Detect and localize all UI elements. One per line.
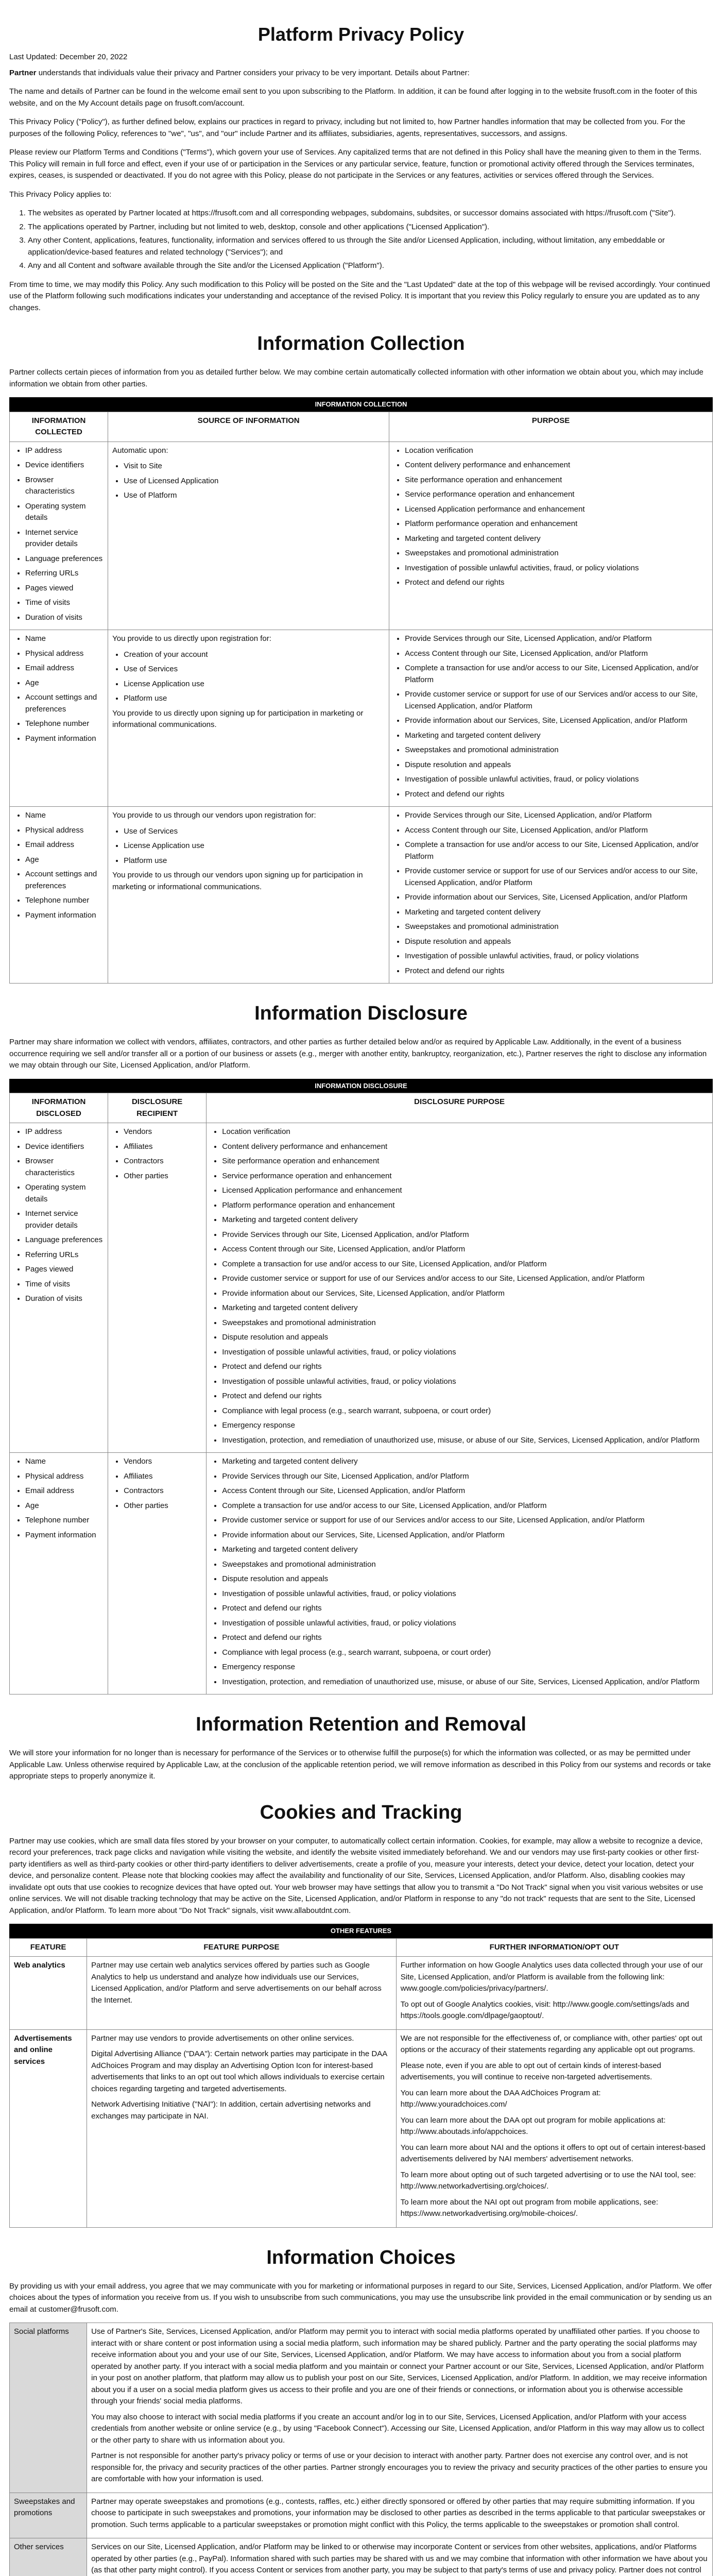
disclosed-info-item: • Age [25, 1500, 104, 1512]
choice-text: Partner is not responsible for another party's privacy policy or terms of use or your decision to interact with another party. Partner does not exercise any control over, and is not responsible for, the privacy and security practices of the other parties. Partner strongly encourages you to review the privacy and security practices of the other parties to ensure you are comfortable with how your information is used. [91, 2451, 708, 2483]
purpose-item: • Dispute resolution and appeals [405, 759, 708, 771]
collected-info-item: • Name [25, 810, 104, 822]
collected-info-item: • Age [25, 854, 104, 866]
feature-info-text: Please note, even if you are able to opt out of certain kinds of interest-based advertisements, you will continue to receive non-targeted advertisements. [400, 2061, 661, 2081]
recipient-item: • Contractors [124, 1156, 202, 1167]
disclosure-purpose-item: • Provide customer service or support for use of our Services and/or access to our Site, Licensed Application, and/or Platform [222, 1515, 708, 1527]
disclosed-info-item-list [14, 1126, 104, 1305]
disclosure-purpose-item: • Protect and defend our rights [222, 1603, 708, 1615]
table-row [10, 442, 713, 630]
purpose-item: • Marketing and targeted content delivery [405, 907, 708, 919]
purpose-item: • Provide Services through our Site, Licensed Application, and/or Platform [405, 633, 708, 645]
collected-info-item: • Time of visits [25, 597, 104, 609]
feature-info-text: You can learn more about the DAA opt out program for mobile applications at: http://www.aboutads.info/appchoices. [400, 2115, 666, 2136]
source-item: • Use of Platform [124, 490, 385, 502]
disclosure-purpose-item: • Provide Services through our Site, Licensed Application, and/or Platform [222, 1229, 708, 1241]
source-cell [108, 630, 389, 807]
feature-name: Advertisements and online services [14, 2033, 72, 2066]
collected-info-item-list [14, 445, 104, 624]
purpose-item: • Protect and defend our rights [405, 965, 708, 977]
collection-heading: Information Collection [257, 333, 465, 354]
source-tail: You provide to us directly upon signing up for participation in marketing or informational communications. [112, 708, 364, 729]
collected-info-item: • Language preferences [25, 553, 104, 565]
disclosure-purpose-item: • Emergency response [222, 1420, 708, 1432]
table-row [10, 1957, 713, 2030]
feature-purpose-text: Partner may use vendors to provide advertisements on other online services. [91, 2033, 354, 2043]
source-lead: You provide to us directly upon registration for: [112, 634, 271, 643]
choice-label-cell [10, 2323, 87, 2493]
collected-info-item: • Device identifiers [25, 460, 104, 471]
purpose-item: • Location verification [405, 445, 708, 457]
disclosure-purpose-item: • Investigation of possible unlawful activities, fraud, or policy violations [222, 1588, 708, 1600]
purpose-item: • Site performance operation and enhancement [405, 474, 708, 486]
disclosure-purpose-item: • Sweepstakes and promotional administration [222, 1559, 708, 1571]
source-cell [108, 807, 389, 984]
cookies-text: Partner may use cookies, which are small data files stored by your browser on your computer, to automatically collect certain information. Cookies, for example, may allow a website to recognize a device, record your preferences, track page clicks and navigation while visiting the website, and identify the website visited immediately beforehand. We and our vendors may use first-party cookies or other first-party identifiers as well as third-party cookies or other third-party identifiers to deliver advertisements, create a profile of you, measure your interests, detect your device, detect your location, detect your device, and personalize content. Please note that blocking cookies may affect the availability and functionality of our Site, Services, Licensed Application, and/or Platform. Also, disabling cookies may invalidate opt outs that use cookies to recognize devices that have opted out. Your web browser may have settings that allow you to transmit a "Do Not Track" signal when you visit various websites or use online services. We will not disable tracking technology that may be active on the Site, Licensed Application, and/or Platform in response to any "do not track" requests that are sent to the Site, Licensed Application, and/or Platform. To learn more about "Do Not Track" signals, visit www.allaboutdnt.com. [9, 1836, 703, 1915]
purpose-item: • Access Content through our Site, Licensed Application, and/or Platform [405, 825, 708, 837]
feature-purpose-cell [87, 1957, 397, 2030]
choice-label: Social platforms [14, 2327, 69, 2336]
features-header-feature: FEATURE [10, 1938, 87, 1957]
purpose-item: • Provide Services through our Site, Licensed Application, and/or Platform [405, 810, 708, 822]
applies-to-item: 1. The websites as operated by Partner located at https://frusoft.com and all corresponding webpages, subdomains, subdsites, or successor domains associated with https://frusoft.com ("Site"). [28, 208, 713, 219]
disclosure-purpose-item: • Investigation, protection, and remediation of unauthorized use, misuse, or abuse of our Site, Services, Licensed Application, and/or Platform [222, 1435, 708, 1447]
last-updated: Last Updated: December 20, 2022 [9, 53, 128, 61]
collection-table [9, 397, 713, 984]
disclosure-purpose-cell [207, 1453, 713, 1694]
features-table-caption: OTHER FEATURES [9, 1924, 713, 1938]
choices-table [9, 2323, 713, 2576]
disclosed-info-item: • Operating system details [25, 1182, 104, 1205]
disclosed-info-item: • IP address [25, 1126, 104, 1138]
recipient-item: • Affiliates [124, 1471, 202, 1483]
collection-header-purpose: PURPOSE [389, 412, 713, 442]
feature-info-cell [396, 1957, 712, 2030]
purpose-cell [389, 442, 713, 630]
intro-paragraph-4: Please review our Platform Terms and Conditions ("Terms"), which govern your use of Services. Any capitalized terms that are not defined in this Policy shall have the meaning given to them in the Terms. This Policy will remain in full force and effect, even if your use of or participation in the Services or any particular service, feature, function or promotional activity offered through the Services terminates, expires, ceases, is suspended or deactivated. If you do not agree with this Policy, please do not participate in the Services or any features, activities or services offered through the Services. [9, 148, 702, 180]
purpose-cell [389, 630, 713, 807]
disclosure-purpose-item: • Complete a transaction for use and/or access to our Site, Licensed Application, and/or Platform [222, 1259, 708, 1270]
collected-info-item: • Payment information [25, 733, 104, 745]
disclosed-info-item: • Name [25, 1456, 104, 1468]
feature-info-text: Further information on how Google Analytics uses data collected through your use of our Site, Licensed Application, and/or Platform is available from the following link: www.google.com/policies/privacy/partners/. [400, 1961, 703, 1993]
source-item-list [112, 826, 385, 867]
disclosure-purpose-item: • Protect and defend our rights [222, 1632, 708, 1644]
disclosure-purpose-item: • Investigation of possible unlawful activities, fraud, or policy violations [222, 1376, 708, 1388]
source-tail: You provide to us through our vendors upon signing up for participation in marketing or informational communications. [112, 871, 363, 891]
applies-to-item: 2. The applications operated by Partner, including but not limited to web, desktop, console and other applications ("Licensed Application"). [28, 222, 713, 233]
feature-info-text: To learn more about the NAI opt out program from mobile applications, see: https://www.networkadvertising.org/mobile-choices/. [400, 2197, 658, 2218]
collected-info-item: • Age [25, 677, 104, 689]
disclosed-info-item: • Referring URLs [25, 1249, 104, 1261]
table-row [10, 2538, 713, 2576]
disclosed-info-item: • Telephone number [25, 1515, 104, 1527]
feature-cell [10, 1957, 87, 2030]
purpose-item: • Service performance operation and enhancement [405, 489, 708, 501]
purpose-item-list [393, 810, 708, 977]
intro-paragraph-6: From time to time, we may modify this Policy. Any such modification to this Policy will be posted on the Site and the "Last Updated" date at the top of this webpage will be revised accordingly. Your continued use of the Platform following such modifications indicates your understanding and acceptance of the revised Policy. It is important that you review this Policy regularly to ensure you are updated as to any changes. [9, 280, 710, 312]
source-item-list [112, 461, 385, 502]
collected-info-item: • Pages viewed [25, 583, 104, 595]
feature-name: Web analytics [14, 1961, 65, 1970]
disclosure-purpose-item: • Dispute resolution and appeals [222, 1332, 708, 1344]
disclosed-info-cell [10, 1123, 108, 1453]
purpose-item: • Sweepstakes and promotional administration [405, 548, 708, 560]
feature-purpose-text: Network Advertising Initiative ("NAI"): In addition, certain advertising networks and exchanges may participate in NAI. [91, 2100, 371, 2121]
disclosure-heading: Information Disclosure [254, 1003, 468, 1024]
disclosed-info-cell [10, 1453, 108, 1694]
applies-to-item: 4. Any and all Content and software available through the Site and/or the Licensed Application ("Platform"). [28, 260, 713, 272]
features-header-purpose: FEATURE PURPOSE [87, 1938, 397, 1957]
applies-to-item: 3. Any other Content, applications, features, functionality, information and services offered to us through the Site and/or Licensed Application, including, without limitation, any embeddable or application/device-based features and related technology ("Services"); and [28, 235, 713, 258]
choice-text: You may also choose to interact with social media platforms if you create an account and/or log in to our Site, Services, Licensed Application, and/or Platform with your access credentials from another website or online service (e.g., by using "Facebook Connect"). Accessing our Site, Licensed Application, and/or Platform in this way may allow us to collect or the other party to share with us information about you. [91, 2412, 704, 2445]
recipient-cell [108, 1453, 207, 1694]
choice-label-cell [10, 2493, 87, 2538]
purpose-item: • Access Content through our Site, Licensed Application, and/or Platform [405, 648, 708, 660]
applies-to-list [9, 208, 713, 272]
features-table-body [10, 1957, 713, 2228]
disclosure-intro: Partner may share information we collect with vendors, affiliates, contractors, and other parties as further detailed below and/or as required by Applicable Law. Additionally, in the event of a business occurrence requiring we sell and/or transfer all or a portion of our business or assets (e.g., merger with another entity, bankruptcy, reorganization, etc.), Partner reserves the right to disclose any information we may obtain through our Site, Licensed Application, and/or Platform. [9, 1038, 707, 1070]
choice-label: Other services [14, 2543, 64, 2551]
collected-info-item: • Telephone number [25, 895, 104, 907]
purpose-item-list [393, 633, 708, 800]
purpose-item: • Protect and defend our rights [405, 577, 708, 589]
disclosure-purpose-item: • Marketing and targeted content delivery [222, 1302, 708, 1314]
feature-purpose-text: Partner may use certain web analytics services offered by parties such as Google Analytics to help us understand and analyze how individuals use our Services, Licensed Application, and/or Platform and serve advertisements on our behalf across the Internet. [91, 1961, 382, 2005]
collected-info-item: • Physical address [25, 648, 104, 660]
disclosure-purpose-item: • Marketing and targeted content delivery [222, 1456, 708, 1468]
choices-heading: Information Choices [266, 2246, 456, 2268]
disclosure-header-recipient: DISCLOSURE RECIPIENT [108, 1093, 207, 1123]
feature-cell [10, 2029, 87, 2227]
source-lead: You provide to us through our vendors upon registration for: [112, 811, 316, 820]
choice-text: Services on our Site, Licensed Application, and/or Platform may be linked to or otherwise may incorporate Content or services from other websites, applications, and/or Platforms operated by other parties (e.g., PayPal). Information shared with such parties may be shared with us and we may combine that information with other information we have about you (as that other party might control). If you access Content or services from another party, you may be subject to that party's terms of use and privacy policy. Partner does not control [91, 2543, 708, 2574]
collected-info-item-list [14, 633, 104, 744]
source-item: • Use of Licensed Application [124, 476, 385, 487]
collected-info-cell [10, 442, 108, 630]
collected-info-item: • Account settings and preferences [25, 869, 104, 892]
source-item: • License Application use [124, 840, 385, 852]
source-lead: Automatic upon: [112, 446, 168, 455]
purpose-item: • Sweepstakes and promotional administration [405, 921, 708, 933]
disclosure-purpose-item: • Emergency response [222, 1662, 708, 1673]
purpose-item: • Complete a transaction for use and/or access to our Site, Licensed Application, and/or Platform [405, 839, 708, 862]
source-item: • Creation of your account [124, 649, 385, 661]
purpose-item: • Complete a transaction for use and/or access to our Site, Licensed Application, and/or Platform [405, 663, 708, 686]
disclosed-info-item: • Language preferences [25, 1234, 104, 1246]
page-title: Platform Privacy Policy [257, 24, 465, 45]
purpose-item: • Platform performance operation and enhancement [405, 518, 708, 530]
retention-heading: Information Retention and Removal [196, 1714, 526, 1735]
feature-info-text: We are not responsible for the effectiveness of, or compliance with, other parties' opt out options or the accuracy of their statements regarding any applicable opt out programs. [400, 2033, 702, 2054]
disclosure-purpose-item: • Access Content through our Site, Licensed Application, and/or Platform [222, 1244, 708, 1256]
purpose-item: • Provide information about our Services, Site, Licensed Application, and/or Platform [405, 715, 708, 727]
disclosure-header-purpose: DISCLOSURE PURPOSE [207, 1093, 713, 1123]
purpose-item: • Dispute resolution and appeals [405, 936, 708, 948]
recipient-item: • Vendors [124, 1126, 202, 1138]
table-row [10, 630, 713, 807]
feature-info-text: You can learn more about NAI and the options it offers to opt out of certain interest-based advertisements delivered by NAI members' advertisement networks. [400, 2143, 706, 2163]
collected-info-item: • Browser characteristics [25, 474, 104, 498]
collected-info-cell [10, 630, 108, 807]
recipient-item-list [112, 1456, 202, 1512]
source-item: • Platform use [124, 693, 385, 705]
purpose-item: • Provide customer service or support for use of our Services and/or access to our Site, Licensed Application, and/or Platform [405, 689, 708, 712]
disclosure-purpose-item: • Licensed Application performance and enhancement [222, 1185, 708, 1197]
collection-header-source: SOURCE OF INFORMATION [108, 412, 389, 442]
disclosure-purpose-item: • Site performance operation and enhancement [222, 1156, 708, 1167]
choices-intro: By providing us with your email address, you agree that we may communicate with you for marketing or informational purposes in regard to our Site, Services, Licensed Application, and/or Platform. We offer choices about the types of information you receive from us. If you wish to unsubscribe from such communications, you may use the unsubscribe link provided in the email communication or by sending us an email at customer@frusoft.com. [9, 2281, 712, 2314]
disclosed-info-item: • Internet service provider details [25, 1208, 104, 1231]
source-item: • Platform use [124, 855, 385, 867]
choice-text: Use of Partner's Site, Services, Licensed Application, and/or Platform may permit you to interact with social media platforms operated by unaffiliated other parties. If you choose to interact with or share content or post information using a social media platform, such information may be shared publicly. Partner and the party operating the social platforms may receive information about you and your use of our Site, Services, Licensed Application, and/or Platform. We may have access to information about you from a social platform operated by another party. If you interact with a social media platform and you maintain or connect your Partner account or our Site, Services, Licensed Application, and/or Platform in your post on another platform, that platform may allow us to publish your post on our Site, Services, Licensed Application, and/or Platform. In addition, we may receive information about you if a user on a social media platform gives us access to their profile and you are one of their friends or connections, or information about you is otherwise accessible through your friends' social media platforms. [91, 2327, 707, 2405]
choice-text: Partner may operate sweepstakes and promotions (e.g., contests, raffles, etc.) either directly sponsored or offered by other parties that may require submitting information. If you choose to participate in such sweepstakes and promotions, your information may be disclosed to other parties as described in the terms applicable to that particular sweepstakes or promotion. Such terms applicable to a particular sweepstakes or promotion might conflict with this Policy, the terms applicable to the sweepstakes or promotion shall control. [91, 2497, 706, 2529]
disclosure-purpose-item: • Provide information about our Services, Site, Licensed Application, and/or Platform [222, 1288, 708, 1300]
source-item: • Use of Services [124, 826, 385, 838]
feature-purpose-cell [87, 2029, 397, 2227]
collected-info-item-list [14, 810, 104, 921]
recipient-item: • Other parties [124, 1500, 202, 1512]
collection-intro: Partner collects certain pieces of information from you as detailed further below. We may combine certain automatically collected information with other information we obtain about you, which may include information we obtain from other parties. [9, 368, 703, 388]
disclosed-info-item: • Payment information [25, 1530, 104, 1541]
recipient-item-list [112, 1126, 202, 1182]
disclosure-purpose-cell [207, 1123, 713, 1453]
choice-text-cell [87, 2323, 713, 2493]
disclosure-purpose-item: • Provide Services through our Site, Licensed Application, and/or Platform [222, 1471, 708, 1483]
disclosure-purpose-item-list [211, 1126, 708, 1446]
collection-header-info: INFORMATION COLLECTED [10, 412, 108, 442]
intro-paragraph-5: This Privacy Policy applies to: [9, 190, 112, 199]
source-item-list [112, 649, 385, 705]
source-cell [108, 442, 389, 630]
purpose-item-list [393, 445, 708, 589]
features-header-info: FURTHER INFORMATION/OPT OUT [396, 1938, 712, 1957]
disclosed-info-item: • Pages viewed [25, 1264, 104, 1276]
table-row [10, 1123, 713, 1453]
disclosure-table [9, 1079, 713, 1695]
disclosed-info-item: • Device identifiers [25, 1141, 104, 1153]
collected-info-item: • Operating system details [25, 501, 104, 524]
collected-info-item: • Name [25, 633, 104, 645]
disclosure-header-info: INFORMATION DISCLOSED [10, 1093, 108, 1123]
disclosure-table-body [10, 1123, 713, 1694]
table-row [10, 1453, 713, 1694]
purpose-item: • Licensed Application performance and enhancement [405, 504, 708, 516]
feature-purpose-text: Digital Advertising Alliance ("DAA"): Certain network parties may participate in the DAA AdChoices Program and may display an Advertising Option Icon for interest-based advertisements that links to an opt out tool which allows individuals to exercise certain choices regarding targeting and targeted advertisements. [91, 2049, 387, 2093]
disclosure-purpose-item: • Service performance operation and enhancement [222, 1171, 708, 1182]
collected-info-item: • Referring URLs [25, 568, 104, 580]
collected-info-item: • Account settings and preferences [25, 692, 104, 715]
partner-label: Partner [9, 68, 37, 77]
disclosure-purpose-item: • Provide information about our Services, Site, Licensed Application, and/or Platform [222, 1530, 708, 1541]
disclosure-purpose-item: • Protect and defend our rights [222, 1391, 708, 1402]
collected-info-item: • Email address [25, 839, 104, 851]
disclosure-purpose-item: • Investigation of possible unlawful activities, fraud, or policy violations [222, 1618, 708, 1630]
source-item: • License Application use [124, 679, 385, 690]
cookies-heading: Cookies and Tracking [260, 1801, 462, 1823]
disclosure-purpose-item: • Complete a transaction for use and/or access to our Site, Licensed Application, and/or Platform [222, 1500, 708, 1512]
disclosure-purpose-item: • Provide customer service or support for use of our Services and/or access to our Site, Licensed Application, and/or Platform [222, 1273, 708, 1285]
disclosed-info-item: • Physical address [25, 1471, 104, 1483]
purpose-cell [389, 807, 713, 984]
disclosure-purpose-item: • Protect and defend our rights [222, 1361, 708, 1373]
collected-info-cell [10, 807, 108, 984]
collection-table-caption: INFORMATION COLLECTION [9, 397, 713, 412]
disclosure-purpose-item: • Access Content through our Site, Licensed Application, and/or Platform [222, 1485, 708, 1497]
recipient-item: • Other parties [124, 1171, 202, 1182]
disclosure-purpose-item: • Location verification [222, 1126, 708, 1138]
intro-paragraph-1 [9, 67, 713, 79]
disclosed-info-item: • Email address [25, 1485, 104, 1497]
recipient-item: • Contractors [124, 1485, 202, 1497]
purpose-item: • Investigation of possible unlawful activities, fraud, or policy violations [405, 774, 708, 786]
purpose-item: • Marketing and targeted content delivery [405, 533, 708, 545]
recipient-item: • Affiliates [124, 1141, 202, 1153]
table-row [10, 807, 713, 984]
collected-info-item: • Duration of visits [25, 612, 104, 624]
purpose-item: • Provide customer service or support for use of our Services and/or access to our Site, Licensed Application, and/or Platform [405, 866, 708, 889]
purpose-item: • Sweepstakes and promotional administration [405, 744, 708, 756]
table-row [10, 2323, 713, 2493]
privacy-policy-page [0, 21, 722, 2576]
purpose-item: • Content delivery performance and enhancement [405, 460, 708, 471]
choice-label: Sweepstakes and promotions [14, 2497, 75, 2517]
purpose-item: • Protect and defend our rights [405, 789, 708, 801]
collected-info-item: • Payment information [25, 910, 104, 922]
disclosure-purpose-item: • Compliance with legal process (e.g., search warrant, subpoena, or court order) [222, 1405, 708, 1417]
table-row [10, 2493, 713, 2538]
feature-info-text: To opt out of Google Analytics cookies, visit: http://www.google.com/settings/ads and https://tools.google.com/dlpage/gaoptout/. [400, 1999, 690, 2020]
disclosed-info-item-list [14, 1456, 104, 1541]
choice-label-cell [10, 2538, 87, 2576]
disclosure-purpose-item: • Investigation of possible unlawful activities, fraud, or policy violations [222, 1347, 708, 1359]
disclosure-purpose-item: • Dispute resolution and appeals [222, 1573, 708, 1585]
feature-info-cell [396, 2029, 712, 2227]
disclosure-purpose-item: • Content delivery performance and enhancement [222, 1141, 708, 1153]
table-row [10, 2029, 713, 2227]
disclosed-info-item: • Time of visits [25, 1279, 104, 1291]
collected-info-item: • Email address [25, 663, 104, 674]
source-item: • Use of Services [124, 664, 385, 675]
choice-text-cell [87, 2538, 713, 2576]
recipient-item: • Vendors [124, 1456, 202, 1468]
disclosure-purpose-item: • Compliance with legal process (e.g., search warrant, subpoena, or court order) [222, 1647, 708, 1659]
collection-table-body [10, 442, 713, 984]
disclosure-purpose-item: • Sweepstakes and promotional administration [222, 1317, 708, 1329]
intro-paragraph-1-text: understands that individuals value their privacy and Partner considers your privacy to be very important. Details about Partner: [36, 68, 470, 77]
purpose-item: • Investigation of possible unlawful activities, fraud, or policy violations [405, 563, 708, 574]
collected-info-item: • Physical address [25, 825, 104, 837]
choice-text-cell [87, 2493, 713, 2538]
retention-text: We will store your information for no longer than is necessary for performance of the Services or to otherwise fulfill the purpose(s) for which the information was collected, or as may be permitted under Applicable Law. Unless otherwise required by Applicable Law, at the conclusion of the applicable retention period, we will remove information as described in this Policy from our systems and records or take appropriate steps to properly anonymize it. [9, 1749, 711, 1781]
recipient-cell [108, 1123, 207, 1453]
source-item: • Visit to Site [124, 461, 385, 472]
feature-info-text: You can learn more about the DAA AdChoices Program at: http://www.youradchoices.com/ [400, 2088, 601, 2109]
collected-info-item: • IP address [25, 445, 104, 457]
disclosure-table-caption: INFORMATION DISCLOSURE [9, 1079, 713, 1093]
intro-paragraph-2: The name and details of Partner can be found in the welcome email sent to you upon subscribing to the Platform. In addition, it can be found after logging in to the website frusoft.com in the footer of this website, and on the My Account details page on frusoft.com/account. [9, 87, 697, 108]
features-table [9, 1924, 713, 2228]
disclosure-purpose-item-list [211, 1456, 708, 1688]
collected-info-item: • Internet service provider details [25, 527, 104, 550]
intro-paragraph-3: This Privacy Policy ("Policy"), as further defined below, explains our practices in regard to privacy, including but not limited to, how Partner handles information that may be collected from you. For the purposes of the following Policy, references to "we", "us", and "our" include Partner and its affiliates, subsidiaries, agents, representatives, successors, and assigns. [9, 117, 685, 138]
purpose-item: • Provide information about our Services, Site, Licensed Application, and/or Platform [405, 892, 708, 904]
disclosure-purpose-item: • Investigation, protection, and remediation of unauthorized use, misuse, or abuse of our Site, Services, Licensed Application, and/or Platform [222, 1676, 708, 1688]
disclosure-purpose-item: • Marketing and targeted content delivery [222, 1544, 708, 1556]
collected-info-item: • Telephone number [25, 718, 104, 730]
disclosure-purpose-item: • Platform performance operation and enhancement [222, 1200, 708, 1212]
purpose-item: • Marketing and targeted content delivery [405, 730, 708, 742]
purpose-item: • Investigation of possible unlawful activities, fraud, or policy violations [405, 951, 708, 962]
disclosed-info-item: • Duration of visits [25, 1293, 104, 1305]
disclosure-purpose-item: • Marketing and targeted content delivery [222, 1214, 708, 1226]
disclosed-info-item: • Browser characteristics [25, 1156, 104, 1179]
feature-info-text: To learn more about opting out of such targeted advertising or to use the NAI tool, see: http://www.networkadvertising.org/choices/. [400, 2170, 696, 2191]
choices-table-body [10, 2323, 713, 2576]
